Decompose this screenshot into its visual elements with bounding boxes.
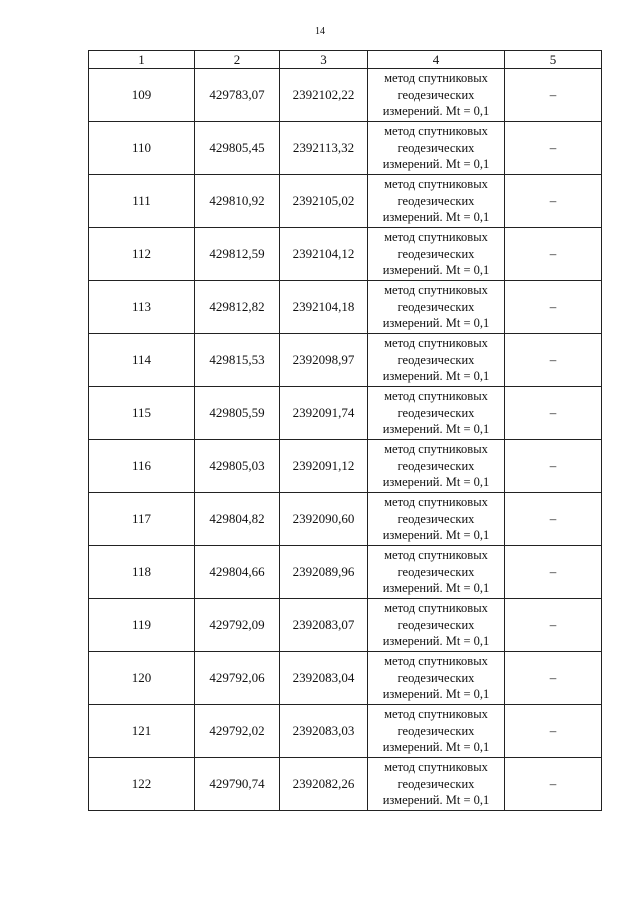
point-number-cell: 112 xyxy=(89,228,195,281)
method-line: измерений. Mt = 0,1 xyxy=(382,369,490,384)
method-line: геодезических xyxy=(397,511,475,526)
point-number-cell: 109 xyxy=(89,69,195,122)
method-cell xyxy=(368,705,505,758)
note-cell: – xyxy=(505,652,602,705)
method-line: измерений. Mt = 0,1 xyxy=(382,422,490,437)
note-cell: – xyxy=(505,175,602,228)
table-row xyxy=(89,228,602,281)
note-cell: – xyxy=(505,387,602,440)
x-coordinate-cell: 429810,92 xyxy=(195,175,280,228)
y-coordinate-cell: 2392091,12 xyxy=(280,440,368,493)
method-cell xyxy=(368,493,505,546)
x-coordinate-cell: 429804,82 xyxy=(195,493,280,546)
header-col-1: 1 xyxy=(89,51,195,69)
method-cell xyxy=(368,387,505,440)
method-line: геодезических xyxy=(397,564,475,579)
method-cell xyxy=(368,281,505,334)
note-cell: – xyxy=(505,599,602,652)
method-cell xyxy=(368,175,505,228)
y-coordinate-cell: 2392113,32 xyxy=(280,122,368,175)
note-cell: – xyxy=(505,122,602,175)
point-number-cell: 122 xyxy=(89,758,195,811)
method-line: измерений. Mt = 0,1 xyxy=(382,528,490,543)
note-cell: – xyxy=(505,334,602,387)
point-number-cell: 114 xyxy=(89,334,195,387)
table-row xyxy=(89,599,602,652)
point-number-cell: 110 xyxy=(89,122,195,175)
method-line: геодезических xyxy=(397,723,475,738)
y-coordinate-cell: 2392105,02 xyxy=(280,175,368,228)
table-row xyxy=(89,281,602,334)
table-row xyxy=(89,122,602,175)
method-line: геодезических xyxy=(397,405,475,420)
method-line: геодезических xyxy=(397,140,475,155)
y-coordinate-cell: 2392083,07 xyxy=(280,599,368,652)
x-coordinate-cell: 429812,59 xyxy=(195,228,280,281)
x-coordinate-cell: 429805,03 xyxy=(195,440,280,493)
point-number-cell: 111 xyxy=(89,175,195,228)
point-number-cell: 116 xyxy=(89,440,195,493)
page-number: 14 xyxy=(315,26,325,37)
x-coordinate-cell: 429790,74 xyxy=(195,758,280,811)
method-line: геодезических xyxy=(397,193,475,208)
method-line: геодезических xyxy=(397,776,475,791)
method-line: метод спутниковых xyxy=(384,760,488,775)
note-cell: – xyxy=(505,493,602,546)
table-row xyxy=(89,546,602,599)
method-cell xyxy=(368,334,505,387)
table-row xyxy=(89,69,602,122)
table-row xyxy=(89,175,602,228)
note-cell: – xyxy=(505,228,602,281)
x-coordinate-cell: 429812,82 xyxy=(195,281,280,334)
x-coordinate-cell: 429783,07 xyxy=(195,69,280,122)
y-coordinate-cell: 2392089,96 xyxy=(280,546,368,599)
table-row xyxy=(89,493,602,546)
y-coordinate-cell: 2392083,03 xyxy=(280,705,368,758)
note-cell: – xyxy=(505,758,602,811)
y-coordinate-cell: 2392083,04 xyxy=(280,652,368,705)
method-line: метод спутниковых xyxy=(384,495,488,510)
method-cell xyxy=(368,546,505,599)
method-line: измерений. Mt = 0,1 xyxy=(382,475,490,490)
method-cell xyxy=(368,758,505,811)
method-line: геодезических xyxy=(397,352,475,367)
method-line: метод спутниковых xyxy=(384,707,488,722)
method-line: метод спутниковых xyxy=(384,442,488,457)
method-line: геодезических xyxy=(397,617,475,632)
method-line: измерений. Mt = 0,1 xyxy=(382,263,490,278)
table-row xyxy=(89,705,602,758)
method-cell xyxy=(368,69,505,122)
table-row xyxy=(89,652,602,705)
table-header xyxy=(89,51,602,69)
method-line: измерений. Mt = 0,1 xyxy=(382,104,490,119)
header-col-4: 4 xyxy=(368,51,505,69)
y-coordinate-cell: 2392082,26 xyxy=(280,758,368,811)
method-line: метод спутниковых xyxy=(384,283,488,298)
note-cell: – xyxy=(505,546,602,599)
method-line: геодезических xyxy=(397,670,475,685)
y-coordinate-cell: 2392104,18 xyxy=(280,281,368,334)
note-cell: – xyxy=(505,440,602,493)
point-number-cell: 119 xyxy=(89,599,195,652)
table-row xyxy=(89,334,602,387)
method-cell xyxy=(368,228,505,281)
method-line: метод спутниковых xyxy=(384,336,488,351)
y-coordinate-cell: 2392104,12 xyxy=(280,228,368,281)
coordinates-table xyxy=(88,50,602,811)
method-line: метод спутниковых xyxy=(384,177,488,192)
method-line: геодезических xyxy=(397,299,475,314)
table-body xyxy=(89,69,602,811)
method-line: геодезических xyxy=(397,458,475,473)
header-col-3: 3 xyxy=(280,51,368,69)
y-coordinate-cell: 2392098,97 xyxy=(280,334,368,387)
note-cell: – xyxy=(505,281,602,334)
point-number-cell: 115 xyxy=(89,387,195,440)
method-line: метод спутниковых xyxy=(384,548,488,563)
table-row xyxy=(89,387,602,440)
y-coordinate-cell: 2392090,60 xyxy=(280,493,368,546)
x-coordinate-cell: 429792,02 xyxy=(195,705,280,758)
y-coordinate-cell: 2392091,74 xyxy=(280,387,368,440)
method-line: метод спутниковых xyxy=(384,124,488,139)
point-number-cell: 113 xyxy=(89,281,195,334)
method-line: метод спутниковых xyxy=(384,71,488,86)
y-coordinate-cell: 2392102,22 xyxy=(280,69,368,122)
method-line: геодезических xyxy=(397,246,475,261)
method-line: геодезических xyxy=(397,87,475,102)
x-coordinate-cell: 429815,53 xyxy=(195,334,280,387)
note-cell: – xyxy=(505,69,602,122)
point-number-cell: 118 xyxy=(89,546,195,599)
header-col-5: 5 xyxy=(505,51,602,69)
table-row xyxy=(89,758,602,811)
method-line: измерений. Mt = 0,1 xyxy=(382,316,490,331)
x-coordinate-cell: 429804,66 xyxy=(195,546,280,599)
method-cell xyxy=(368,599,505,652)
method-line: метод спутниковых xyxy=(384,230,488,245)
note-cell: – xyxy=(505,705,602,758)
x-coordinate-cell: 429792,09 xyxy=(195,599,280,652)
method-line: измерений. Mt = 0,1 xyxy=(382,793,490,808)
method-line: измерений. Mt = 0,1 xyxy=(382,687,490,702)
method-cell xyxy=(368,652,505,705)
method-line: измерений. Mt = 0,1 xyxy=(382,157,490,172)
method-line: метод спутниковых xyxy=(384,389,488,404)
method-line: измерений. Mt = 0,1 xyxy=(382,210,490,225)
header-row xyxy=(89,51,602,69)
method-line: измерений. Mt = 0,1 xyxy=(382,581,490,596)
x-coordinate-cell: 429805,45 xyxy=(195,122,280,175)
point-number-cell: 120 xyxy=(89,652,195,705)
table-row xyxy=(89,440,602,493)
method-line: метод спутниковых xyxy=(384,601,488,616)
method-line: метод спутниковых xyxy=(384,654,488,669)
header-col-2: 2 xyxy=(195,51,280,69)
method-line: измерений. Mt = 0,1 xyxy=(382,740,490,755)
x-coordinate-cell: 429792,06 xyxy=(195,652,280,705)
method-cell xyxy=(368,122,505,175)
method-line: измерений. Mt = 0,1 xyxy=(382,634,490,649)
point-number-cell: 121 xyxy=(89,705,195,758)
point-number-cell: 117 xyxy=(89,493,195,546)
x-coordinate-cell: 429805,59 xyxy=(195,387,280,440)
method-cell xyxy=(368,440,505,493)
